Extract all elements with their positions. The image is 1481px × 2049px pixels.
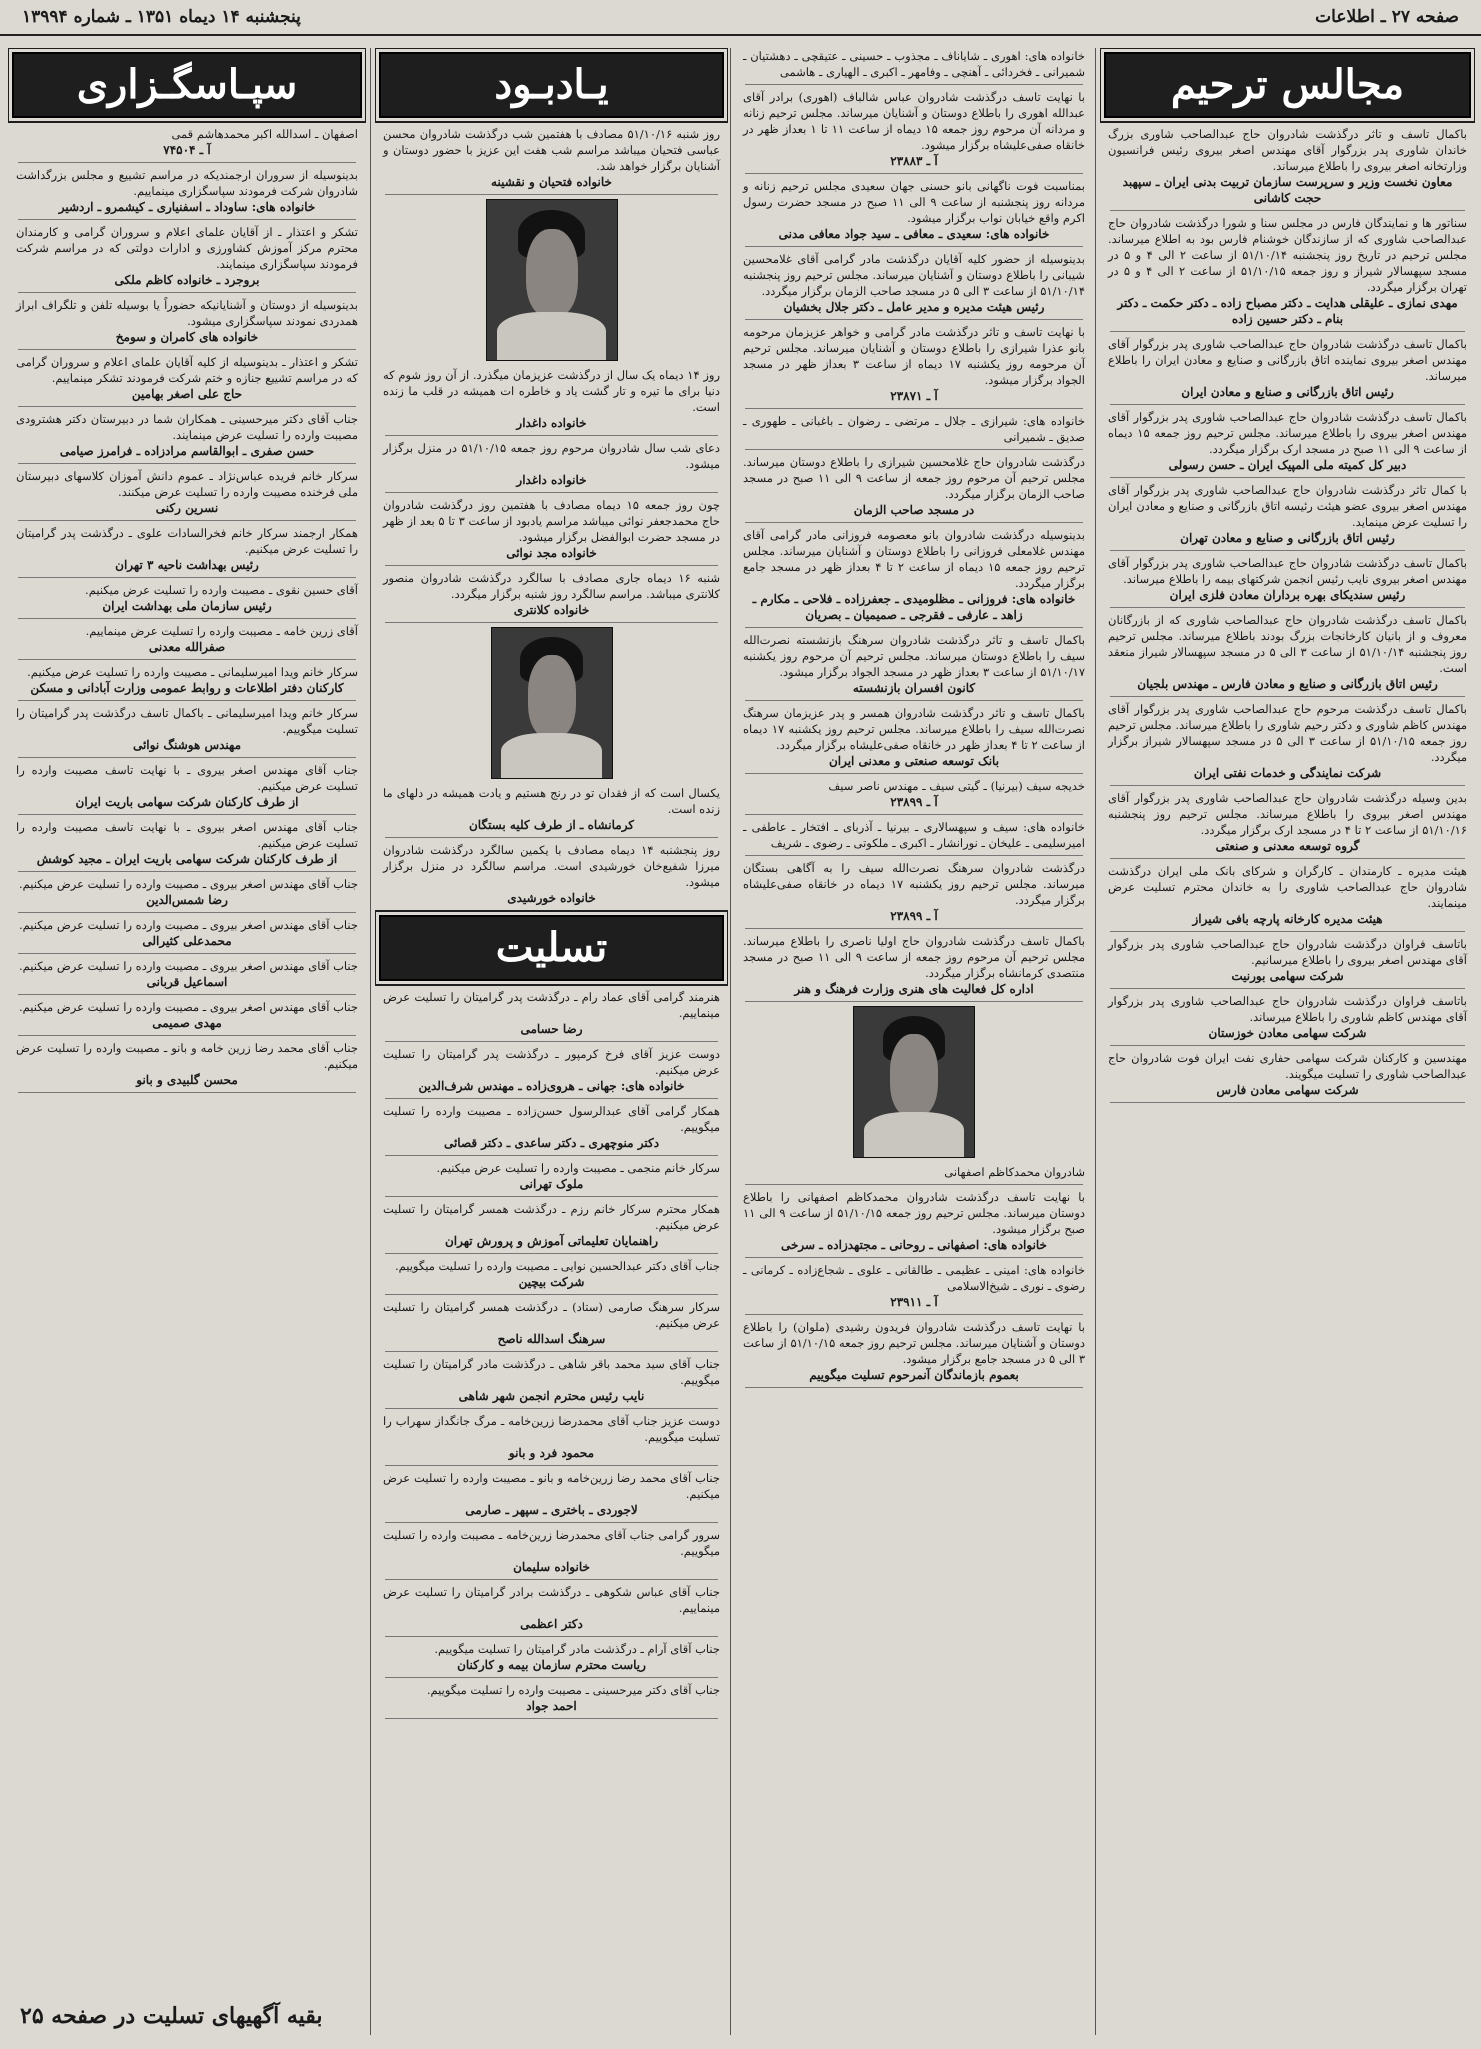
notice-signature: مهدی صمیمی [152,1016,222,1030]
notice-text: چون روز جمعه ۱۵ دیماه مصادف با هفتمین روز درگذشت شادروان حاج محمدجعفر نوائی میباشد مراسم یادبود از ساعت ۳ تا ۵ بعد از ظهر در مسجد حضرت ابوالفضل برگزار میشود. [383,498,720,544]
notice-signature: رئیس هیئت مدیره و مدیر عامل ـ دکتر جلال بخشیان [783,300,1045,314]
notice-text: جناب آقای مهندس اصغر بیروی ـ با نهایت تاسف مصیبت وارده را تسلیت عرض میکنیم. [16,763,358,793]
notice-signature: بروجرد ـ خانواده کاظم ملکی [114,273,260,287]
notice-divider [745,1184,1083,1185]
notice-signature: آ ـ ۷۴۵۰۴ [163,143,211,157]
notice-divider [745,1387,1083,1388]
notice-divider [385,565,718,566]
notice-text: خانواده های: سیف و سپهسالاری ـ بیرنیا ـ آذربای ـ افتخار ـ عاطفی ـ امیرسلیمی ـ علیخان ـ نورانشار ـ اکبری ـ ملکوتی ـ رضوی ـ شریف [743,820,1085,850]
notice-divider [18,953,356,954]
notice-text: درگذشت شادروان حاج غلامحسین شیرازی را باطلاع دوستان میرساند. مجلس ترحیم آن مرحوم روز جمعه از ساعت ۹ الی ۱۱ صبح در مسجد صاحب الزمان برگزار میگردد. [743,455,1085,501]
notice-item [735,89,1093,169]
notice-item [375,570,728,618]
notice-text: خدیجه سیف (بیرنیا) ـ گیتی سیف ـ مهندس ناصر سیف [828,779,1085,793]
notice-item [1100,790,1475,854]
notice-item [735,1189,1093,1253]
notice-text: مهندسین و کارکنان شرکت سهامی حفاری نفت ایران فوت شادروان حاج عبدالصاحب شاوری را تسلیت میگویند. [1108,1051,1467,1081]
notice-divider [18,700,356,701]
notice-divider [1110,404,1465,405]
notice-divider [385,1253,718,1254]
notice-divider [385,1098,718,1099]
notice-item [735,324,1093,404]
notice-text: باکمال تاسف و تاثر درگذشت شادروان همسر و پدر عزیزمان سرهنگ نصرت‌الله سیف را باطلاع میرساند. مجلس ترحیم روز یکشنبه ۱۷ دیماه از ساعت ۲ تا ۴ بعداز ظهر در خانقاه صفی‌علیشاه برگزار میگردد. [743,706,1086,752]
notice-item [1100,936,1475,984]
notice-text: با نهایت تاسف درگذشت شادروان عباس شالباف (اهوری) برادر آقای عبدالله اهوری را باطلاع دوستان و آشنایان میرساند. مجلس ترحیم زنانه و مردانه آن مرحوم روز جمعه ۱۵ دیماه از ساعت ۱۱ تا ۱ بعداز ظهر در خانقاه صفی‌علیشاه برگزار میشود. [743,90,1086,152]
notice-signature: نایب رئیس محترم انجمن شهر شاهی [458,1389,645,1403]
notice-item [735,454,1093,518]
notice-divider [18,757,356,758]
notice-item [8,705,366,753]
issue-date-label: پنجشنبه ۱۴ دیماه ۱۳۵۱ ـ شماره ۱۳۹۹۴ [22,7,301,27]
notice-divider [385,492,718,493]
notice-divider [745,855,1083,856]
notice-item [375,1258,728,1290]
notice-divider [1110,1045,1465,1046]
notice-divider [18,520,356,521]
notice-text: همکار ارجمند سرکار خانم فخرالسادات علوی ـ درگذشت پدر گرامیتان را تسلیت عرض میکنیم. [16,526,358,556]
notice-text: شادروان محمدکاظم اصفهانی [944,1165,1085,1179]
notice-item [375,1413,728,1461]
notice-divider [745,173,1083,174]
notice-text: دوست عزیز آقای فرخ کرمپور ـ درگذشت پدر گرامیتان را تسلیت عرض میکنیم. [383,1047,720,1077]
notice-text: جناب آقای مهندس اصغر بیروی ـ مصیبت وارده را تسلیت عرض میکنیم. [18,1000,358,1014]
notice-item [1100,993,1475,1041]
notice-divider [18,219,356,220]
notice-signature: کارکنان دفتر اطلاعات و روابط عمومی وزارت آبادانی و مسکن [30,681,344,695]
notice-divider [745,246,1083,247]
notice-divider [745,408,1083,409]
notice-text: باکمال تاسف درگذشت مرحوم حاج عبدالصاحب شاوری پدر بزرگوار آقای مهندس کاظم شاوری و دکتر رحیم شاوری را باطلاع میرساند. مجلس ترحیم روز جمعه ۵۱/۱۰/۱۵ از ساعت ۳ الی ۵ در مسجد سپهسالار شیراز برگزار میگردد. [1108,702,1467,764]
notice-divider [745,928,1083,929]
notice-divider [385,1351,718,1352]
notice-item [8,354,366,402]
notice-text: روز ۱۴ دیماه یک سال از درگذشت عزیزمان میگذرد. از آن روز شوم که دنیا برای ما تیره و تار گشت یاد و خاطره ات همیشه در قلب ما زنده است. [383,368,720,414]
notice-divider [745,627,1083,628]
notice-item [1100,336,1475,400]
notice-divider [385,194,718,195]
notice-divider [18,994,356,995]
notice-text: جناب آقای مهندس اصغر بیروی ـ مصیبت وارده را تسلیت عرض میکنیم. [18,918,358,932]
notice-item [1100,863,1475,927]
page-header [0,0,1481,36]
notice-divider [745,1001,1083,1002]
notice-text: باکمال تاسف درگذشت شادروان حاج عبدالصاحب شاوری پدر بزرگوار آقای مهندس اصغر بیروی نایب رئیس انجمن شرکتهای بیمه را باطلاع میرساند. [1108,556,1467,586]
notice-signature: کرمانشاه ـ از طرف کلیه بستگان [468,818,635,832]
notice-divider [18,1035,356,1036]
notice-divider [385,435,718,436]
notice-text: سناتور ها و نمایندگان فارس در مجلس سنا و شورا درگذشت شادروان حاج عبدالصاحب شاوری که از سازندگان خوشنام فارس بود به اطلاع میرساند. مجلس ترحیم در تاریخ روز پنجشنبه ۵۱/۱۰/۱۴ از ساعت ۲ الی ۴ و ۵ در مسجد سپهسالار شیراز و روز جمعه ۵۱/۱۰/۱۵ از ساعت ۲ الی ۴ و ۵ در تهران برگزار میگردد. [1108,216,1467,294]
notice-item [375,1299,728,1347]
notice-text: شنبه ۱۶ دیماه جاری مصادف با سالگرد درگذشت شادروان منصور کلانتری میباشد. مراسم سالگرد روز شنبه برگزار میگردد. [383,571,720,601]
notice-item [735,860,1093,924]
notice-divider [745,1257,1083,1258]
notice-text: درگذشت شادروان سرهنگ نصرت‌الله سیف را به آگاهی بستگان میرساند. مجلس ترحیم روز یکشنبه ۱۷ دیماه در خانقاه صفی‌علیشاه برگزار میگردد. [743,861,1085,907]
notice-item [735,632,1093,696]
notice-signature: شرکت نمایندگی و خدمات نفتی ایران [1193,766,1382,780]
notice-text: جناب آقای مهندس اصغر بیروی ـ با نهایت تاسف مصیبت وارده را تسلیت عرض میکنیم. [16,820,358,850]
notice-text: با نهایت تاسف و تاثر درگذشت مادر گرامی و خواهر عزیزمان مرحومه بانو عذرا شیرازی را باطلاع دوستان و آشنایان میرساند. مجلس ترحیم آن مرحومه روز یکشنبه ۱۷ دیماه از ساعت ۳ بعداز ظهر در مسجد الجواد برگزار میشود. [743,325,1085,387]
notice-signature: خانواده های: فروزانی ـ مظلومیدی ـ جعفرزاده ـ فلاحی ـ مکارم ـ زاهد ـ عارفی ـ فقرجی ـ صمیمیان ـ بصریان [752,592,1076,622]
notice-divider [385,1155,718,1156]
notice-divider [385,622,718,623]
notice-divider [1110,696,1465,697]
notice-signature: شرکت سهامی بورنیت [1231,969,1344,983]
notice-divider [18,912,356,913]
notice-signature: نسرین رکنی [155,501,219,515]
notice-text: بدینوسیله از سروران ارجمندیکه در مراسم تشییع و مجلس بزرگداشت شادروان شرکت فرمودند سپاسگزاری مینماییم. [16,168,358,198]
notice-signature: شرکت سهامی معادن خوزستان [1208,1026,1367,1040]
notice-item [375,1584,728,1632]
notice-signature: دکتر منوچهری ـ دکتر ساعدی ـ دکتر قصائی [443,1136,660,1150]
notice-signature: رضا شمس‌الدین [146,893,228,907]
portrait-photo [853,1006,975,1158]
notice-signature: راهنمایان تعلیماتی آموزش و پرورش تهران [444,1234,659,1248]
notice-divider [745,1314,1083,1315]
notice-signature: خانواده فتحیان و نقشینه [491,175,612,189]
notice-item [8,917,366,949]
notice-item [735,1262,1093,1310]
notice-divider [385,1408,718,1409]
notice-divider [385,1718,718,1719]
notice-signature: خانواده های: اصفهانی ـ روحانی ـ مجتهدزاده ـ سرخی [781,1238,1047,1252]
notice-divider [385,1294,718,1295]
notice-signature: از طرف کارکنان شرکت سهامی باریت ایران [75,795,299,809]
notice-signature: آ ـ ۲۳۸۹۹ [890,909,938,923]
notice-signature: دبیر کل کمیته ملی المپیک ایران ـ حسن رسولی [1168,458,1407,472]
notice-text: آقای زرین خامه ـ مصیبت وارده را تسلیت عرض مینماییم. [85,624,358,638]
notice-text: سرکار خانم ویدا امیرسلیمانی ـ مصیبت وارده را تسلیت عرض میکنیم. [27,665,358,679]
notice-divider [18,349,356,350]
notice-divider [1110,550,1465,551]
notice-item [735,819,1093,851]
notice-text: باکمال تاسف و تاثر درگذشت شادروان حاج عبدالصاحب شاوری بزرگ خاندان شاوری پدر بزرگوار آقای مهندس اصغر بیروی رئیس فرانسیون وزارتخانه اصغر بیروی را باطلاع میرساند. [1108,127,1467,173]
notice-item [375,1046,728,1094]
notice-text: جناب آقای مهندس اصغر بیروی ـ مصیبت وارده را تسلیت عرض میکنیم. [18,877,358,891]
notice-divider [1110,988,1465,989]
notice-item [735,705,1093,769]
notice-divider [385,1196,718,1197]
notice-divider [385,910,718,911]
notice-text: جناب آقای سید محمد باقر شاهی ـ درگذشت مادر گرامیتان را تسلیت میگوییم. [383,1357,720,1387]
banner-tasliyat: تسلیت [379,915,724,981]
notice-signature: آ ـ ۲۳۸۸۳ [890,154,938,168]
notice-item [375,1527,728,1575]
notice-text: سرکار خانم فریده عباس‌نژاد ـ عموم دانش آموزان کلاسهای دبیرستان ملی فرخنده مصیبت وارده را تسلیت عرض میکنند. [16,469,358,499]
notice-text: با کمال تاثر درگذشت شادروان حاج عبدالصاحب شاوری پدر بزرگوار آقای مهندس اصغر بیروی عضو هیئت رئیسه اتاق بازرگانی و صنایع و معادن ایران را تسلیت عرض مینماید. [1108,483,1467,529]
notice-text: هیئت مدیره ـ کارمندان ـ کارگران و شرکای بانک ملی ایران درگذشت شادروان حاج عبدالصاحب شاوری را به خاندان محترم تسلیت عرض مینمایند. [1108,864,1467,910]
notice-signature: رئیس اتاق بازرگانی و صنایع و معادن فارس ـ مهندس بلجیان [1137,677,1438,691]
notice-text: روز شنبه ۵۱/۱۰/۱۶ مصادف با هفتمین شب درگذشت شادروان محسن عباسی فتحیان میباشد مراسم شب هفت این عزیز با حضور دوستان و آشنایان برگزار خواهد شد. [383,127,721,173]
banner-yadbud: یـادبـود [379,52,724,118]
notice-text: باکمال تاسف و تاثر درگذشت شادروان سرهنگ بازنشسته نصرت‌الله سیف را باطلاع دوستان میرساند. مجلس ترحیم آن مرحوم روز یکشنبه ۵۱/۱۰/۱۷ از ساعت ۳ بعداز ظهر در مسجد الجواد برگزار میشود. [743,633,1085,679]
notice-divider [18,406,356,407]
notice-signature: خانواده داغدار [516,473,587,487]
notice-item [375,785,728,833]
notice-item [735,933,1093,997]
notice-signature: حاج علی اصغر بهامین [131,387,243,401]
footer-continued-note: بقیه آگهیهای تسلیت در صفحه ۲۵ [20,2003,323,2029]
notice-item [8,664,366,696]
notice-divider [745,700,1083,701]
notice-text: اصفهان ـ اسدالله اکبر محمدهاشم قمی [171,127,358,141]
notice-item [8,876,366,908]
portrait-photo [486,199,618,361]
notice-signature: دکتر اعظمی [520,1617,583,1631]
notice-item [8,582,366,614]
notice-signature: خانواده های: ساوداد ـ اسفنیاری ـ کیشمرو ـ اردشیر [58,200,316,214]
notice-text: جناب آقای دکتر میرحسینی ـ همکاران شما در دبیرستان دکتر هشترودی مصیبت وارده را تسلیت عرض مینمایند. [16,412,358,442]
notice-divider [385,1579,718,1580]
notice-divider [18,659,356,660]
notice-signature: بانک توسعه صنعتی و معدنی ایران [828,754,1000,768]
notice-item [1100,215,1475,327]
notice-signature: ملوک تهرانی [519,1177,584,1191]
notice-item [375,1356,728,1404]
notice-signature: رئیس سازمان ملی بهداشت ایران [102,599,272,613]
notice-item [375,1682,728,1714]
notice-item [8,224,366,288]
notice-signature: اسماعیل قربانی [146,975,228,989]
notice-item [735,251,1093,315]
notice-divider [745,814,1083,815]
page-number-label: صفحه ۲۷ ـ اطلاعات [1315,7,1459,27]
notice-signature: صفرالله معدنی [148,640,226,654]
notice-item [375,1160,728,1192]
notice-signature: رئیس بهداشت ناحیه ۳ تهران [115,558,259,572]
notice-item [8,623,366,655]
notice-signature: محمود فرد و بانو [508,1446,595,1460]
notice-item [8,411,366,459]
notice-item [375,126,728,190]
notice-item [8,297,366,345]
notice-signature: خانواده خورشیدی [507,891,596,905]
notice-divider [745,449,1083,450]
notice-divider [18,1092,356,1093]
notice-signature: خانواده های: جهانی ـ هروی‌زاده ـ مهندس شرف‌الدین [418,1079,685,1093]
notice-signature: اداره کل فعالیت های هنری وزارت فرهنگ و هنر [794,982,1034,996]
notice-text: یکسال است که از فقدان تو در رنج هستیم و یادت همیشه در دلهای ما زنده است. [383,786,720,816]
notice-item [375,1641,728,1673]
notice-item [8,167,366,215]
notice-signature: کانون افسران بازنشسته [852,681,976,695]
notice-signature: خانواده سلیمان [513,1560,590,1574]
notice-item [1100,701,1475,781]
notice-signature: محمدعلی کثیرالی [142,934,232,948]
notice-signature: بعموم بازماندگان آنمرحوم تسلیت میگوییم [809,1368,1019,1382]
notice-signature: خانواده کلانتری [513,603,590,617]
notice-signature: مهندس هوشنگ نوائی [132,738,242,752]
notice-text: بدینوسیله از دوستان و آشنایانیکه حضوراً یا بوسیله تلفن و تلگراف ابراز همدردی نمودند سپاسگزاری میشود. [16,298,358,328]
notice-divider [18,162,356,163]
notice-text: باکمال تاسف درگذشت شادروان حاج اولیا ناصری را باطلاع میرساند. مجلس ترحیم آن مرحوم روز جمعه از ساعت ۹ الی ۱۱ صبح در مسجد منتصدی کرمانشاه برگزار میگردد. [743,934,1085,980]
notice-signature: حسن صفری ـ ابوالقاسم مرادزاده ـ فرامرز صیامی [59,444,315,458]
notice-text: سرکار سرهنگ صارمی (ستاد) ـ درگذشت همسر گرامیتان را تسلیت عرض میکنیم. [383,1300,720,1330]
notice-text: با نهایت تاسف درگذشت شادروان فریدون رشیدی (ملوان) را باطلاع دوستان و آشنایان میرساند. مجلس ترحیم روز جمعه ۵۱/۱۰/۱۵ از ساعت ۳ الی ۵ در مسجد جامع برگزار میشود. [743,1320,1086,1366]
notice-text: جناب آقای عباس شکوهی ـ درگذشت برادر گرامیتان را تسلیت عرض مینماییم. [383,1585,720,1615]
notice-text: تشکر و اعتذار ـ بدینوسیله از کلیه آقایان علمای اعلام و سروران گرامی که در مراسم تشییع جنازه و ختم شرکت فرمودند تشکر مینماییم. [16,355,358,385]
notice-text: سرکار خانم ویدا امیرسلیمانی ـ باکمال تاسف درگذشت پدر گرامیتان را تسلیت میگوییم. [16,706,358,736]
notice-item [735,48,1093,80]
notice-signature: از طرف کارکنان شرکت سهامی باریت ایران ـ مجید کوشش [36,852,338,866]
notice-item [1100,555,1475,603]
notice-divider [18,463,356,464]
notice-signature: آ ـ ۲۳۹۱۱ [890,1295,938,1309]
notice-item [1100,482,1475,546]
notice-item [735,1164,1093,1180]
notice-item [375,1201,728,1249]
notice-text: جناب آقای دکتر عبدالحسین نوایی ـ مصیبت وارده را تسلیت میگوییم. [394,1259,720,1273]
notice-text: جناب آقای آرام ـ درگذشت مادر گرامیتان را تسلیت میگوییم. [434,1642,720,1656]
notice-signature: خانواده مجد نوائی [506,546,597,560]
notice-item [375,1470,728,1518]
notice-item [8,525,366,573]
notice-divider [385,1522,718,1523]
notice-signature: مهدی نمازی ـ علیقلی هدایت ـ دکتر مصباح زاده ـ دکتر حکمت ـ دکتر بنام ـ دکتر حسین زاده [1117,296,1458,326]
notice-text: باتاسف فراوان درگذشت شادروان حاج عبدالصاحب شاوری پدر بزرگوار آقای مهندس کاظم شاوری را باطلاع میرساند. [1108,994,1467,1024]
notice-text: بدینوسیله درگذشت شادروان بانو معصومه فروزانی مادر گرامی آقای مهندس غلامعلی فروزانی را باطلاع دوستان و آشنایان میرساند. مجلس ترحیم روز جمعه ۱۵ دیماه از ساعت ۲ تا ۴ بعداز ظهر در مسجد جامع برگزار میگردد. [743,528,1085,590]
notice-signature: خانواده های کامران و سومخ [115,330,259,344]
notice-divider [18,871,356,872]
notice-divider [18,814,356,815]
notice-signature: خانواده داغدار [516,416,587,430]
column-yadbud [375,48,728,2039]
notice-item [1100,409,1475,473]
notice-text: جناب آقای مهندس اصغر بیروی ـ مصیبت وارده را تسلیت عرض میکنیم. [18,959,358,973]
notice-item [735,1319,1093,1383]
notice-item [735,778,1093,810]
notice-text: باتاسف فراوان درگذشت شادروان حاج عبدالصاحب شاوری پدر بزرگوار آقای مهندس اصغر بیروی را باطلاع میرسانیم. [1108,937,1467,967]
notice-signature: خانواده های: سعیدی ـ معافی ـ سید جواد معافی مدنی [778,227,1050,241]
notice-signature: رئیس اتاق بازرگانی و صنایع و معادن تهران [1180,531,1395,545]
notice-divider [18,292,356,293]
notice-item [1100,1050,1475,1098]
notice-divider [1110,931,1465,932]
notice-item [8,819,366,867]
notice-signature: هیئت مدیره کارخانه پارچه بافی شیراز [1192,912,1383,926]
notice-divider [1110,477,1465,478]
notice-signature: رئیس سندیکای بهره برداران معادن فلزی ایران [1169,588,1406,602]
notice-divider [385,1465,718,1466]
notice-signature: آ ـ ۲۳۸۹۹ [890,795,938,809]
notice-item [375,989,728,1037]
notice-divider [18,618,356,619]
notice-text: با نهایت تاسف درگذشت شادروان محمدکاظم اصفهانی را باطلاع دوستان میرساند. مجلس ترحیم روز جمعه ۵۱/۱۰/۱۵ از ساعت ۹ الی ۱۱ صبح برگزار میشود. [743,1190,1085,1236]
notice-signature: شرکت سهامی معادن فارس [1216,1083,1359,1097]
notice-item [375,842,728,906]
notice-text: بمناسبت فوت ناگهانی بانو حسنی جهان سعیدی مجلس ترحیم زنانه و مردانه روز پنجشنبه از ساعت ۹ الی ۱۱ صبح در مسجد حضرت رسول اکرم واقع خیابان نواب برگزار میشود. [743,179,1085,225]
notice-signature: در مسجد صاحب الزمان [853,503,975,517]
notice-item [1100,612,1475,692]
notice-signature: گروه توسعه معدنی و صنعتی [1215,839,1360,853]
notice-divider [745,319,1083,320]
notice-text: باکمال تاسف درگذشت شادروان حاج عبدالصاحب شاوری که از بازرگانان معروف و از بانیان کارخانجات بزرگ بودند باطلاع میرساند. مجلس ترحیم روز پنجشنبه ۵۱/۱۰/۱۴ از ساعت ۳ الی ۵ در مسجد سپهسالار شیراز منعقد است. [1108,613,1467,675]
notice-text: آقای حسین نقوی ـ مصیبت وارده را تسلیت عرض میکنیم. [85,583,358,597]
notice-text: خانواده های: شیرازی ـ جلال ـ مرتضی ـ رضوان ـ باغبانی ـ طهوری ـ صدیق ـ شمیرانی [743,414,1085,444]
notice-divider [385,1041,718,1042]
notice-item [735,413,1093,445]
notice-signature: لاجوردی ـ باختری ـ سپهر ـ صارمی [465,1503,638,1517]
notice-item [8,762,366,810]
notice-item [735,527,1093,623]
notice-divider [385,1636,718,1637]
banner-sepasgozari: سپـاسگـزاری [12,52,362,118]
notice-divider [1110,1102,1465,1103]
notice-signature: سرهنگ اسدالله ناصح [497,1332,606,1346]
notice-signature: معاون نخست وزیر و سرپرست سازمان تربیت بدنی ایران ـ سپهبد حجت کاشانی [1122,175,1453,205]
notice-text: خانواده های: اهوری ـ شایاناف ـ مجذوب ـ حسینی ـ عتیقچی ـ دهشتیان ـ شمیرانی ـ فخردائی ـ آهنچی ـ وفامهر ـ اکبری ـ الهیاری ـ هاشمی [743,49,1085,79]
notice-divider [1110,858,1465,859]
notice-item [8,468,366,516]
notice-text: سرور گرامی جناب آقای محمدرضا زرین‌خامه ـ مصیبت وارده را تسلیت میگوییم. [383,1528,720,1558]
notice-divider [745,84,1083,85]
notice-item [735,178,1093,242]
notice-text: جناب آقای محمد رضا زرین خامه و بانو ـ مصیبت وارده را تسلیت عرض میکنیم. [16,1041,358,1071]
notice-text: هنرمند گرامی آقای عماد رام ـ درگذشت پدر گرامیتان را تسلیت عرض مینماییم. [383,990,720,1020]
notice-text: باکمال تاسف درگذشت شادروان حاج عبدالصاحب شاوری پدر بزرگوار آقای مهندس اصغر بیروی نماینده اتاق بازرگانی و صنایع و معادن ایران را باطلاع میرساند. [1108,337,1467,383]
notice-item [8,1040,366,1088]
notice-text: روز پنجشنبه ۱۴ دیماه مصادف با یکمین سالگرد درگذشت شادروان میرزا شفیع‌خان خورشیدی است. مراسم سالگرد در منزل برگزار میشود. [383,843,720,889]
notice-signature: آ ـ ۲۳۸۷۱ [890,389,938,403]
notice-text: سرکار خانم منجمی ـ مصیبت وارده را تسلیت عرض میکنیم. [436,1161,720,1175]
column-majales [1100,48,1475,2039]
notice-divider [18,577,356,578]
notice-text: دوست عزیز جناب آقای محمدرضا زرین‌خامه ـ مرگ جانگداز سهراب را تسلیت میگوییم. [383,1414,720,1444]
notice-signature: ریاست محترم سازمان بیمه و کارکنان [457,1658,646,1672]
notice-signature: احمد جواد [526,1699,577,1713]
notice-item [8,999,366,1031]
column-sepasgozari [8,48,366,2039]
notice-text: دعای شب سال شادروان مرحوم روز جمعه ۵۱/۱۰/۱۵ در منزل برگزار میشود. [383,441,720,471]
notice-text: همکار محترم سرکار خانم رزم ـ درگذشت همسر گرامیتان را تسلیت عرض میکنیم. [383,1202,720,1232]
notice-signature: رئیس اتاق بازرگانی و صنایع و معادن ایران [1181,385,1394,399]
notice-item [375,1103,728,1151]
notice-divider [385,1677,718,1678]
notice-divider [385,837,718,838]
notice-divider [1110,331,1465,332]
notice-item [8,126,366,158]
notice-item [375,497,728,561]
notice-item [1100,126,1475,206]
notice-text: خانواده های: امینی ـ عظیمی ـ طالقانی ـ علوی ـ شجاع‌زاده ـ کرمانی ـ رضوی ـ نوری ـ شیخ‌الاسلامی [743,1263,1085,1293]
notice-signature: محسن گلبیدی و بانو [136,1073,238,1087]
column-notices-2 [735,48,1093,2039]
notice-divider [1110,210,1465,211]
notice-text: جناب آقای دکتر میرحسینی ـ مصیبت وارده را تسلیت میگوییم. [426,1683,720,1697]
notice-text: جناب آقای محمد رضا زرین‌خامه و بانو ـ مصیبت وارده را تسلیت عرض میکنیم. [383,1471,720,1501]
notice-text: باکمال تاسف درگذشت شادروان حاج عبدالصاحب شاوری پدر بزرگوار آقای مهندس اصغر بیروی را باطلاع میرساند. مجلس ترحیم روز جمعه ۱۵ دیماه از ساعت ۹ الی ۱۱ صبح در مسجد ارک برگزار میگردد. [1108,410,1467,456]
notice-text: بدین وسیله درگذشت شادروان حاج عبدالصاحب شاوری پدر بزرگوار آقای مهندس اصغر بیروی را باطلاع میرساند. مجلس ترحیم روز پنجشنبه ۵۱/۱۰/۱۶ از ساعت ۲ تا ۴ در مسجد ارک برگزار میگردد. [1108,791,1467,837]
notice-divider [745,522,1083,523]
notice-divider [1110,785,1465,786]
banner-majales-tarhim: مجالس ترحیم [1104,52,1471,118]
notice-item [375,367,728,431]
notice-divider [1110,607,1465,608]
portrait-photo [491,627,613,779]
notice-text: همکار گرامی آقای عبدالرسول حسن‌زاده ـ مصیبت وارده را تسلیت میگوییم. [383,1104,720,1134]
notice-signature: شرکت بیچین [518,1275,585,1289]
notice-item [8,958,366,990]
notice-text: تشکر و اعتذار ـ از آقایان علمای اعلام و سروران گرامی و کارمندان محترم مرکز آموزش کشاورزی و ادارات دولتی که در مراسم شرکت فرمودند سپاسگزاری مینمایند. [16,225,358,271]
notice-signature: رضا حسامی [520,1022,583,1036]
notice-divider [745,773,1083,774]
notice-text: بدینوسیله از حضور کلیه آقایان درگذشت مادر گرامی آقای غلامحسین شیبانی را باطلاع دوستان و آشنایان میرساند. مجلس ترحیم روز پنجشنبه ۵۱/۱۰/۱۴ از ساعت ۳ الی ۵ در مسجد صاحب الزمان برگزار میگردد. [743,252,1085,298]
notice-item [375,440,728,488]
